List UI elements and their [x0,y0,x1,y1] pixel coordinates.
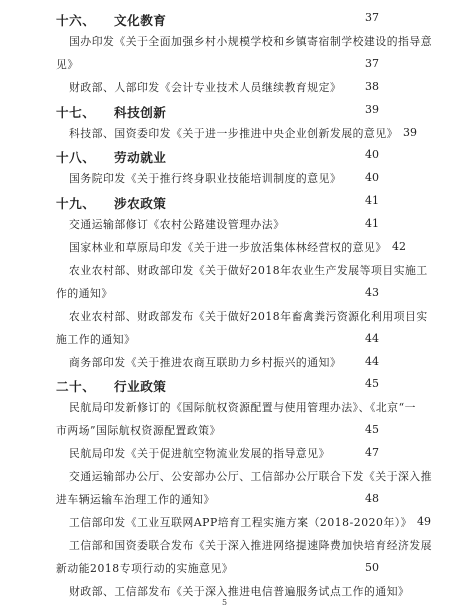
toc-entry-continuation[interactable]: 见》 [56,57,79,71]
page-ref: 49 [417,514,431,528]
page-ref: 45 [365,377,379,391]
toc-entry[interactable]: 财政部、人部印发《会计专业技术人员继续教育规定》 [69,80,342,94]
section-title: 科技创新 [114,104,167,120]
page-ref: 37 [365,56,379,70]
toc-entry[interactable]: 民航局印发《关于促进航空物流业发展的指导意见》 [69,447,330,461]
page-ref: 44 [365,354,379,368]
toc-entry[interactable]: 国家林业和草原局印发《关于进一步放活集体林经营权的意见》 [69,241,387,254]
toc-section-heading[interactable] [56,102,166,121]
page-ref: 43 [365,285,379,299]
page-ref: 50 [365,560,379,574]
toc-entry[interactable]: 财政部、工信部发布《关于深入推进电信普遍服务试点工作的通知》 [69,584,410,598]
page-ref: 40 [365,171,379,185]
toc-entry[interactable]: 商务部印发《关于推进农商互联助力乡村振兴的通知》 [69,355,342,369]
toc-entry-continuation[interactable]: 进车辆运输车治理工作的通知》 [56,492,215,506]
toc-entry[interactable]: 民航局印发新修订的《国际航权资源配置与使用管理办法》、《北京“一 [69,401,417,415]
page-ref: 40 [365,148,379,162]
section-number: 十九、 [56,196,96,212]
page-ref: 44 [365,331,379,345]
toc-entry-continuation[interactable]: 施工作的通知》 [56,332,136,346]
section-number: 十八、 [56,150,96,166]
page-ref: 39 [365,102,379,116]
page-ref: 48 [365,491,379,505]
page-ref: 45 [365,423,379,437]
page-ref: 42 [392,240,406,253]
page-ref: 39 [403,125,417,139]
page-ref: 41 [365,194,379,208]
page-ref: 37 [365,11,379,24]
toc-entry[interactable]: 科技部、国资委印发《关于进一步推进中央企业创新发展的意见》 [69,126,399,140]
toc-entry[interactable]: 农业农村部、财政部印发《关于做好2018年农业生产发展等项目实施工 [69,263,428,277]
toc-entry[interactable]: 农业农村部、财政部发布《关于做好2018年畜禽粪污资源化利用项目实 [69,309,428,323]
page-ref: 38 [365,79,379,93]
section-title: 劳动就业 [114,150,167,166]
toc-section-heading[interactable] [56,147,166,166]
page-ref: 47 [365,446,379,460]
section-title: 文化教育 [114,13,167,28]
section-number: 十六、 [56,13,96,28]
toc-entry[interactable]: 交通运输部办公厅、公安部办公厅、工信部办公厅联合下发《关于深入推 [69,470,433,483]
section-number: 二十、 [56,379,96,395]
toc-entry[interactable]: 交通运输部修订《农村公路建设管理办法》 [69,218,285,232]
toc-entry[interactable]: 工信部和国资委联合发布《关于深入推进网络提速降费加快培育经济发展 [69,538,433,552]
section-title: 行业政策 [114,379,167,395]
toc-entry[interactable]: 工信部印发《工业互联网APP培育工程实施方案（2018-2020年）》 [69,515,413,529]
section-title: 涉农政策 [114,196,167,212]
page-ref: 41 [365,217,379,231]
toc-entry-continuation[interactable]: 市两场”国际航权资源配置政策》 [56,424,221,438]
toc-section-heading[interactable] [56,376,166,395]
toc-entry[interactable]: 国务院印发《关于推行终身职业技能培训制度的意见》 [69,172,342,186]
toc-section-heading[interactable] [56,10,166,29]
toc-section-heading[interactable] [56,193,166,212]
toc-entry-continuation[interactable]: 新动能2018专项行动的实施意见》 [56,561,234,575]
section-number: 十七、 [56,104,96,120]
toc-entry[interactable]: 国办印发《关于全面加强乡村小规模学校和乡镇寄宿制学校建设的指导意 [69,34,433,48]
page-number: 5 [222,598,228,607]
toc-entry-continuation[interactable]: 作的通知》 [56,286,113,300]
